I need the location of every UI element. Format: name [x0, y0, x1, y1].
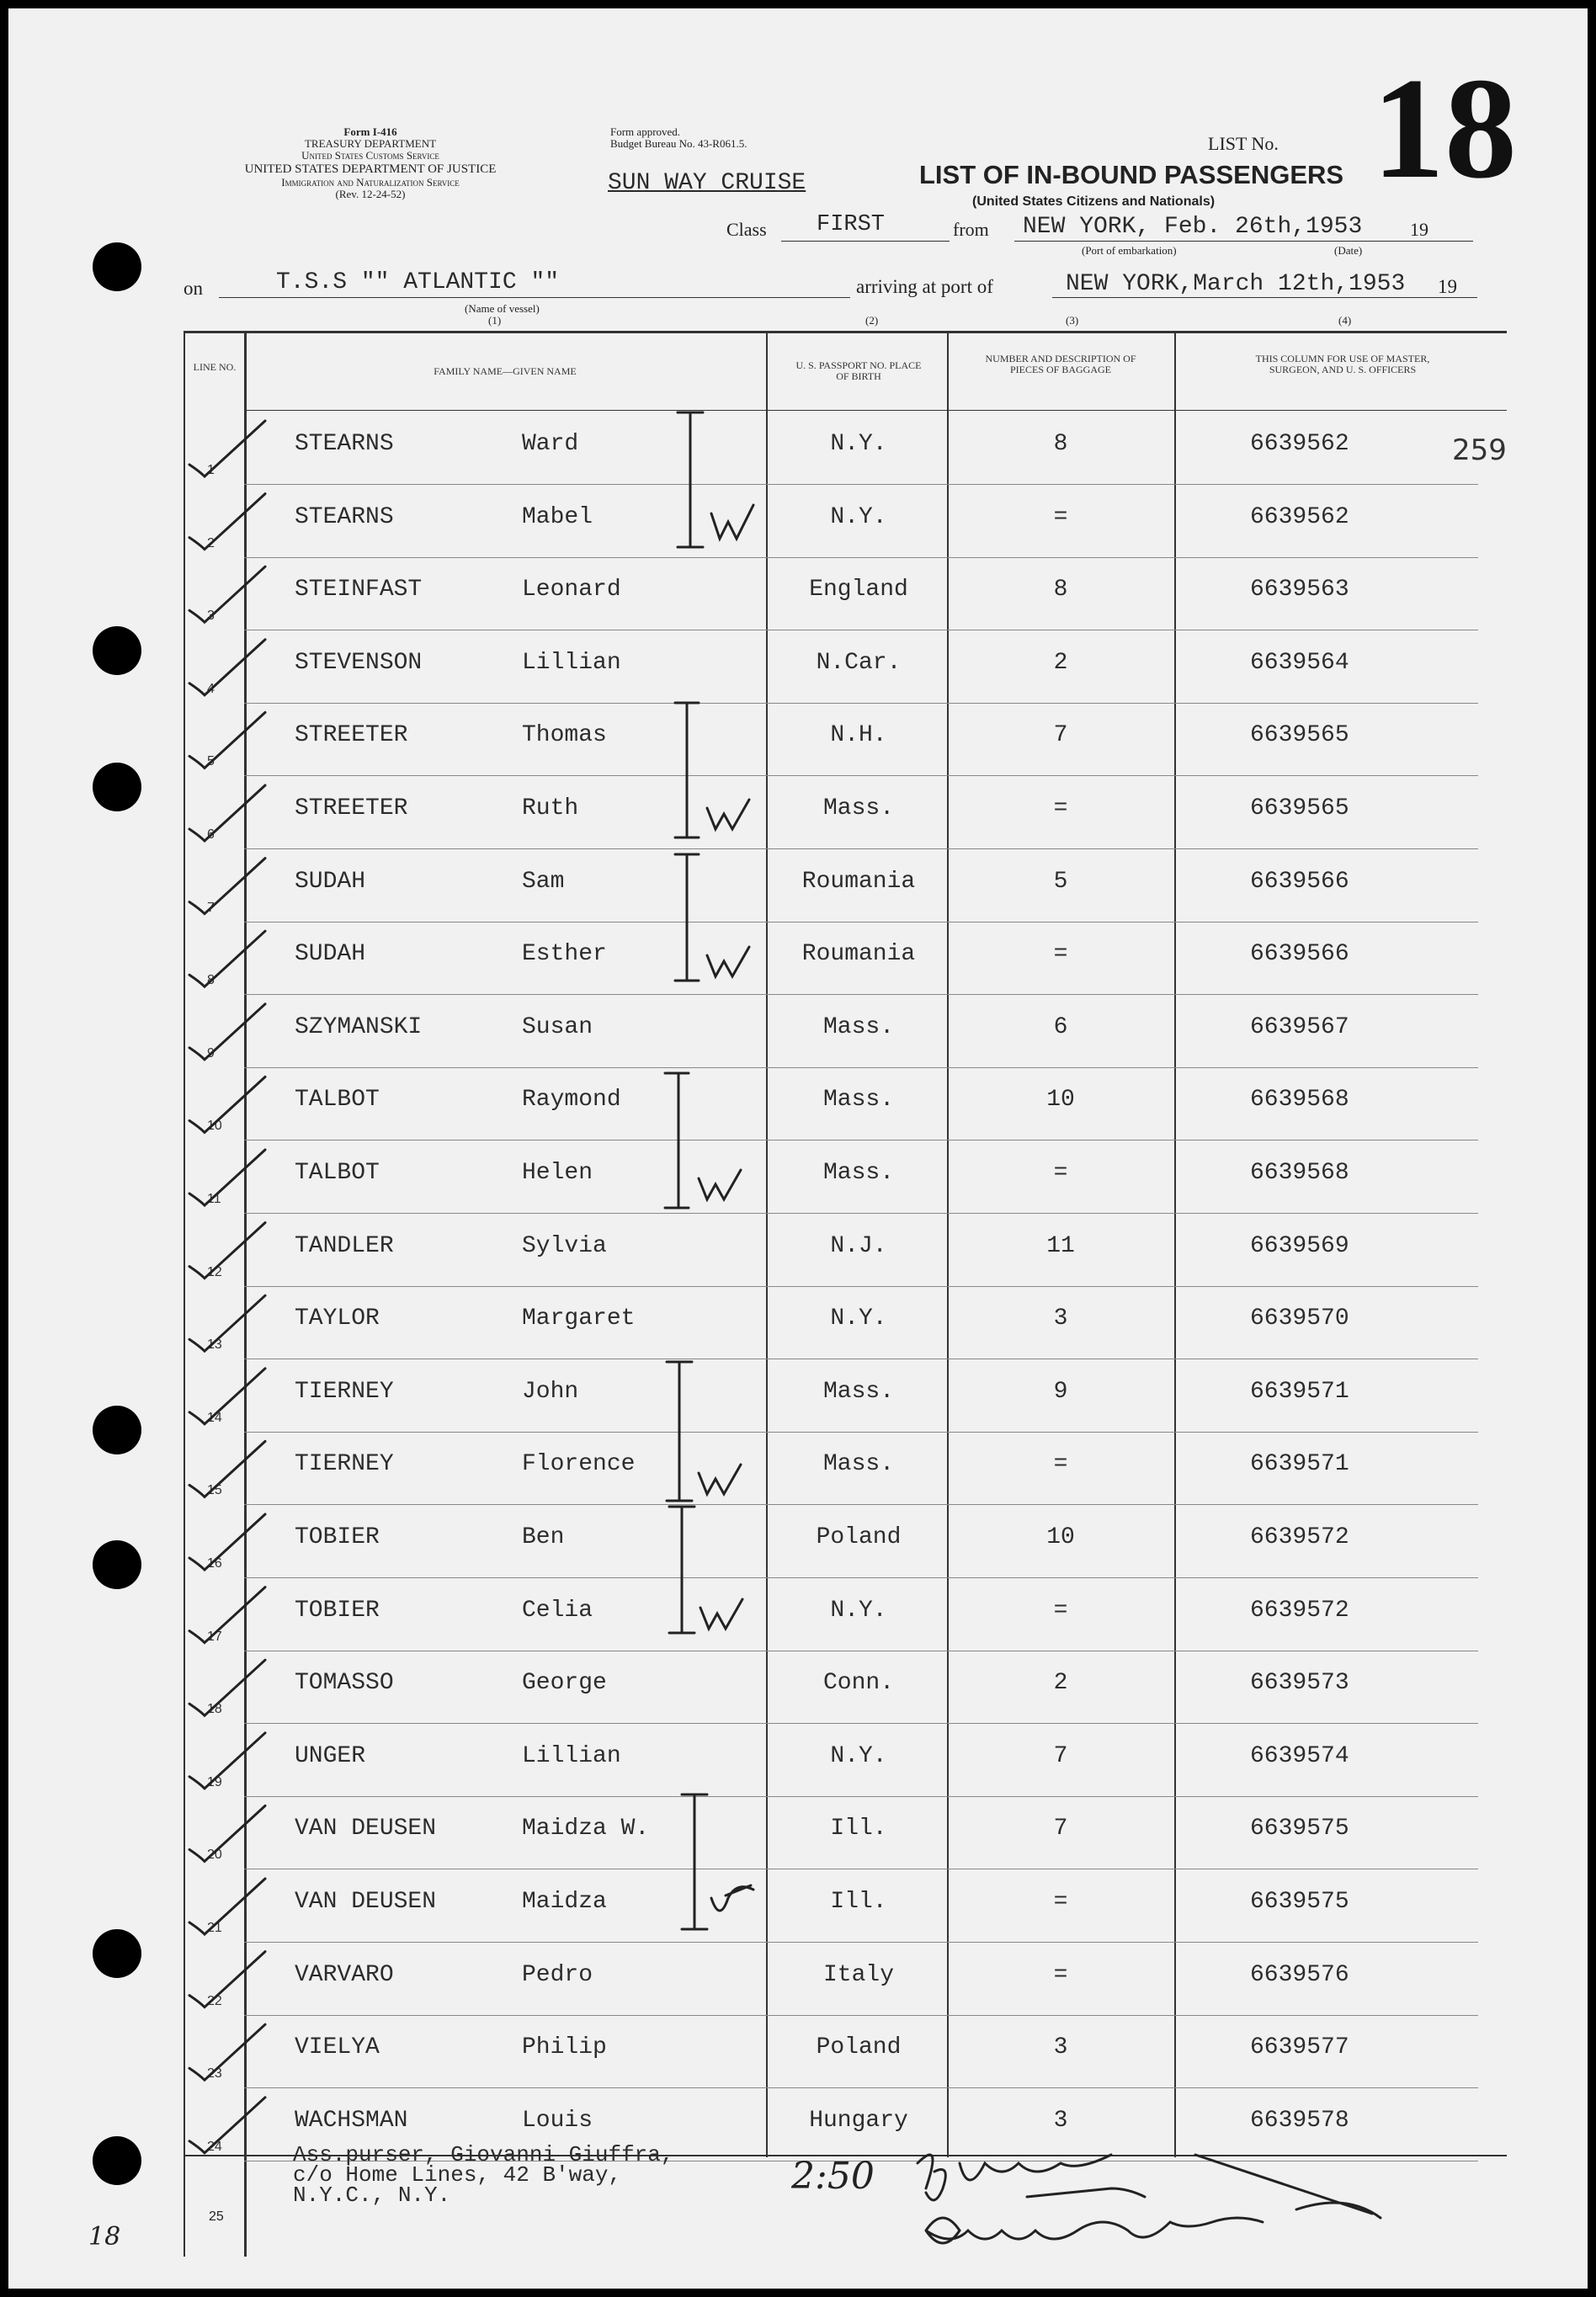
place-of-birth: Mass.: [822, 1451, 894, 1478]
officer-code: 6639578: [1250, 2107, 1349, 2134]
check-mark: [189, 640, 265, 695]
form-number: Form I-416: [343, 125, 397, 138]
line-number: 4: [207, 681, 215, 696]
given-name: Maidza: [522, 1889, 607, 1915]
check-mark: [189, 931, 265, 986]
family-name: SZYMANSKI: [295, 1013, 423, 1040]
baggage-count: 7: [1053, 722, 1068, 749]
given-name: Sylvia: [522, 1232, 607, 1259]
officer-code: 6639574: [1250, 1742, 1349, 1769]
given-name: Ward: [522, 431, 579, 457]
check-mark: [189, 1441, 265, 1497]
place-of-birth: N.Y.: [830, 503, 887, 530]
col-header-passport: U. S. PASSPORT NO. PLACE OF BIRTH: [795, 359, 922, 382]
check-mark: [189, 566, 265, 622]
port-embark-label: (Port of embarkation): [1082, 244, 1177, 257]
given-name: Susan: [522, 1013, 593, 1040]
family-name: TIERNEY: [295, 1378, 394, 1405]
given-name: Margaret: [522, 1305, 636, 1332]
line-number: 6: [207, 827, 215, 842]
place-of-birth: Italy: [822, 1961, 894, 1988]
class-label: Class: [726, 219, 767, 240]
arrival-year: 19: [1438, 276, 1457, 297]
given-name: Esther: [522, 941, 607, 968]
given-name: Leonard: [522, 577, 621, 603]
officer-code: 6639568: [1250, 1160, 1349, 1186]
baggage-count: =: [1053, 1597, 1068, 1624]
line-number: 9: [207, 1045, 215, 1061]
cruise-name: SUN WAY CRUISE: [608, 170, 806, 196]
given-name: Thomas: [522, 722, 607, 749]
line-number: 15: [207, 1483, 222, 1498]
year-suffix: 19: [1410, 219, 1428, 240]
time-note: 2:50: [791, 2155, 875, 2198]
given-name: Ruth: [522, 795, 579, 821]
place-of-birth: Ill.: [830, 1889, 887, 1915]
line-number: 5: [207, 754, 215, 769]
budget-line: Budget Bureau No. 43-R061.5.: [610, 137, 747, 150]
line-number: 10: [207, 1119, 222, 1134]
officer-code: 6639571: [1250, 1378, 1349, 1405]
family-name: SUDAH: [295, 868, 366, 895]
given-name: Sam: [522, 868, 565, 895]
arriving-value: NEW YORK,March 12th,1953: [1066, 271, 1406, 297]
place-of-birth: Poland: [816, 1524, 902, 1550]
officer-code: 6639577: [1250, 2034, 1349, 2061]
place-of-birth: Roumania: [801, 941, 916, 968]
given-name: Maidza W.: [522, 1816, 650, 1842]
given-name: Louis: [522, 2107, 593, 2134]
family-name: VIELYA: [295, 2034, 380, 2061]
given-name: Celia: [522, 1597, 593, 1624]
check-mark: [189, 1004, 265, 1060]
family-name: TAYLOR: [295, 1305, 380, 1332]
family-name: VARVARO: [295, 1961, 394, 1988]
family-name: STEARNS: [295, 503, 394, 530]
place-of-birth: England: [809, 577, 908, 603]
list-number: 18: [1372, 49, 1517, 209]
revision: (Rev. 12-24-52): [335, 188, 406, 200]
on-label: on: [184, 278, 203, 299]
ins-service: Immigration and Naturalization Service: [281, 176, 460, 189]
arriving-label: arriving at port of: [856, 276, 993, 297]
purser-line-2: c/o Home Lines, 42 B'way,: [293, 2162, 622, 2188]
line-number: 23: [207, 2066, 222, 2082]
doc-subtitle: (United States Citizens and Nationals): [972, 194, 1216, 209]
place-of-birth: N.Y.: [830, 1305, 887, 1332]
line-number: 17: [207, 1629, 222, 1644]
check-mark: [189, 1514, 265, 1570]
baggage-count: 3: [1053, 2034, 1068, 2061]
given-name: Pedro: [522, 1961, 593, 1988]
family-name: TOBIER: [295, 1524, 380, 1550]
given-name: Raymond: [522, 1087, 621, 1114]
baggage-count: 10: [1046, 1087, 1075, 1114]
corner-number: 18: [88, 2222, 121, 2252]
baggage-count: 5: [1053, 868, 1068, 895]
baggage-count: 3: [1053, 1305, 1068, 1332]
baggage-count: 7: [1053, 1742, 1068, 1769]
family-name: TIERNEY: [295, 1451, 394, 1478]
line-number: 13: [207, 1337, 222, 1353]
check-mark: [189, 1879, 265, 1934]
manifest-page: [8, 8, 1588, 2289]
vessel-label: (Name of vessel): [465, 302, 540, 315]
class-value: FIRST: [817, 212, 886, 237]
baggage-count: 2: [1053, 649, 1068, 676]
family-name: STREETER: [295, 722, 408, 749]
purser-line-3: N.Y.C., N.Y.: [293, 2183, 451, 2208]
line-number: 8: [207, 973, 215, 988]
line-number: 22: [207, 1993, 222, 2008]
check-mark: [189, 1150, 265, 1205]
baggage-count: =: [1053, 1160, 1068, 1186]
officer-code: 6639565: [1250, 722, 1349, 749]
doc-title: LIST OF IN-BOUND PASSENGERS: [919, 160, 1344, 189]
treasury-dept: TREASURY DEPARTMENT: [304, 137, 437, 150]
given-name: John: [522, 1378, 579, 1405]
line-number: 20: [207, 1848, 222, 1863]
baggage-count: =: [1053, 1961, 1068, 1988]
vessel-name: T.S.S "" ATLANTIC "": [276, 269, 560, 295]
baggage-count: 7: [1053, 1816, 1068, 1842]
date-label: (Date): [1334, 244, 1363, 257]
place-of-birth: Ill.: [830, 1816, 887, 1842]
officer-code: 6639565: [1250, 795, 1349, 821]
line-number: 16: [207, 1556, 222, 1571]
baggage-count: 8: [1053, 577, 1068, 603]
family-name: TALBOT: [295, 1087, 380, 1114]
baggage-count: =: [1053, 1889, 1068, 1915]
officer-code: 6639572: [1250, 1597, 1349, 1624]
from-value: NEW YORK, Feb. 26th,1953: [1023, 214, 1363, 240]
given-name: Lillian: [522, 1742, 621, 1769]
given-name: George: [522, 1670, 607, 1697]
col-marker-3: (3): [1066, 314, 1079, 327]
baggage-count: =: [1053, 941, 1068, 968]
officer-code: 6639572: [1250, 1524, 1349, 1550]
margin-note: 259: [1452, 433, 1507, 467]
purser-line-1: Ass.purser, Giovanni Giuffra,: [293, 2142, 674, 2167]
line-number: 11: [207, 1192, 221, 1206]
line-number: 21: [207, 1921, 222, 1935]
check-mark: [189, 785, 265, 841]
officer-code: 6639568: [1250, 1087, 1349, 1114]
given-name: Florence: [522, 1451, 636, 1478]
family-name: TANDLER: [295, 1232, 394, 1259]
baggage-count: 11: [1046, 1232, 1075, 1259]
given-name: Philip: [522, 2034, 607, 2061]
check-mark: [189, 1223, 265, 1279]
baggage-count: =: [1053, 1451, 1068, 1478]
line-number: 3: [207, 609, 215, 624]
officer-code: 6639563: [1250, 577, 1349, 603]
col-header-line: LINE NO.: [193, 361, 237, 373]
check-mark: [189, 1805, 265, 1861]
check-mark: [189, 2098, 265, 2153]
officer-code: 6639573: [1250, 1670, 1349, 1697]
approved-line: Form approved.: [610, 125, 681, 138]
family-name: WACHSMAN: [295, 2107, 408, 2134]
row-25-number: 25: [209, 2209, 224, 2224]
officer-code: 6639567: [1250, 1013, 1349, 1040]
place-of-birth: N.Y.: [830, 1742, 887, 1769]
place-of-birth: Mass.: [822, 1160, 894, 1186]
officer-code: 6639566: [1250, 868, 1349, 895]
list-no-label: LIST No.: [1208, 133, 1279, 154]
officer-code: 6639575: [1250, 1816, 1349, 1842]
col-marker-4: (4): [1338, 314, 1352, 327]
handwritten-marks: [8, 8, 1588, 2289]
place-of-birth: N.J.: [830, 1232, 887, 1259]
family-name: STEINFAST: [295, 577, 423, 603]
family-name: TOBIER: [295, 1597, 380, 1624]
line-number: 18: [207, 1702, 222, 1717]
place-of-birth: Mass.: [822, 795, 894, 821]
line-number: 12: [207, 1264, 222, 1279]
check-mark: [189, 494, 265, 550]
baggage-count: 2: [1053, 1670, 1068, 1697]
officer-code: 6639562: [1250, 431, 1349, 457]
given-name: Mabel: [522, 503, 593, 530]
family-name: UNGER: [295, 1742, 366, 1769]
justice-dept: UNITED STATES DEPARTMENT OF JUSTICE: [244, 162, 497, 176]
check-mark: [189, 2024, 265, 2080]
check-mark: [189, 1587, 265, 1643]
family-name: STEVENSON: [295, 649, 423, 676]
col-header-name: FAMILY NAME—GIVEN NAME: [434, 365, 577, 377]
baggage-count: 9: [1053, 1378, 1068, 1405]
place-of-birth: Conn.: [822, 1670, 894, 1697]
baggage-count: 8: [1053, 431, 1068, 457]
line-number: 2: [207, 535, 215, 550]
baggage-count: =: [1053, 795, 1068, 821]
given-name: Helen: [522, 1160, 593, 1186]
place-of-birth: Hungary: [809, 2107, 908, 2134]
check-mark: [189, 859, 265, 914]
place-of-birth: N.Y.: [830, 431, 887, 457]
officer-code: 6639564: [1250, 649, 1349, 676]
check-mark: [189, 1952, 265, 2007]
family-name: VAN DEUSEN: [295, 1889, 437, 1915]
family-name: VAN DEUSEN: [295, 1816, 437, 1842]
check-mark: [189, 1369, 265, 1424]
given-name: Ben: [522, 1524, 565, 1550]
check-mark: [189, 1660, 265, 1715]
family-name: TOMASSO: [295, 1670, 394, 1697]
place-of-birth: Mass.: [822, 1013, 894, 1040]
col-header-baggage: NUMBER AND DESCRIPTION OF PIECES OF BAGGAGE: [985, 353, 1136, 375]
family-name: SUDAH: [295, 941, 366, 968]
place-of-birth: Poland: [816, 2034, 902, 2061]
officer-code: 6639576: [1250, 1961, 1349, 1988]
place-of-birth: Mass.: [822, 1087, 894, 1114]
col-marker-2: (2): [865, 314, 879, 327]
line-number: 1: [207, 463, 215, 477]
given-name: Lillian: [522, 649, 621, 676]
officer-code: 6639571: [1250, 1451, 1349, 1478]
family-name: TALBOT: [295, 1160, 380, 1186]
family-name: STREETER: [295, 795, 408, 821]
check-mark: [189, 1733, 265, 1789]
line-number: 24: [207, 2139, 222, 2154]
baggage-count: 10: [1046, 1524, 1075, 1550]
place-of-birth: Mass.: [822, 1378, 894, 1405]
officer-code: 6639569: [1250, 1232, 1349, 1259]
check-mark: [189, 712, 265, 768]
place-of-birth: N.Y.: [830, 1597, 887, 1624]
officer-code: 6639566: [1250, 941, 1349, 968]
place-of-birth: N.Car.: [816, 649, 902, 676]
family-name: STEARNS: [295, 431, 394, 457]
line-number: 19: [207, 1774, 222, 1789]
check-mark: [189, 1295, 265, 1351]
officer-code: 6639575: [1250, 1889, 1349, 1915]
officer-code: 6639562: [1250, 503, 1349, 530]
place-of-birth: N.H.: [830, 722, 887, 749]
check-mark: [189, 421, 265, 476]
line-number: 14: [207, 1410, 222, 1425]
customs-service: United States Customs Service: [301, 149, 439, 162]
col-header-officers: THIS COLUMN FOR USE OF MASTER, SURGEON, AND U. S. OFFICERS: [1255, 353, 1430, 375]
check-mark: [189, 1077, 265, 1132]
baggage-count: 6: [1053, 1013, 1068, 1040]
baggage-count: 3: [1053, 2107, 1068, 2134]
from-label: from: [953, 219, 989, 240]
officer-code: 6639570: [1250, 1305, 1349, 1332]
place-of-birth: Roumania: [801, 868, 916, 895]
col-marker-1: (1): [488, 314, 502, 327]
line-number: 7: [207, 900, 215, 915]
baggage-count: =: [1053, 503, 1068, 530]
